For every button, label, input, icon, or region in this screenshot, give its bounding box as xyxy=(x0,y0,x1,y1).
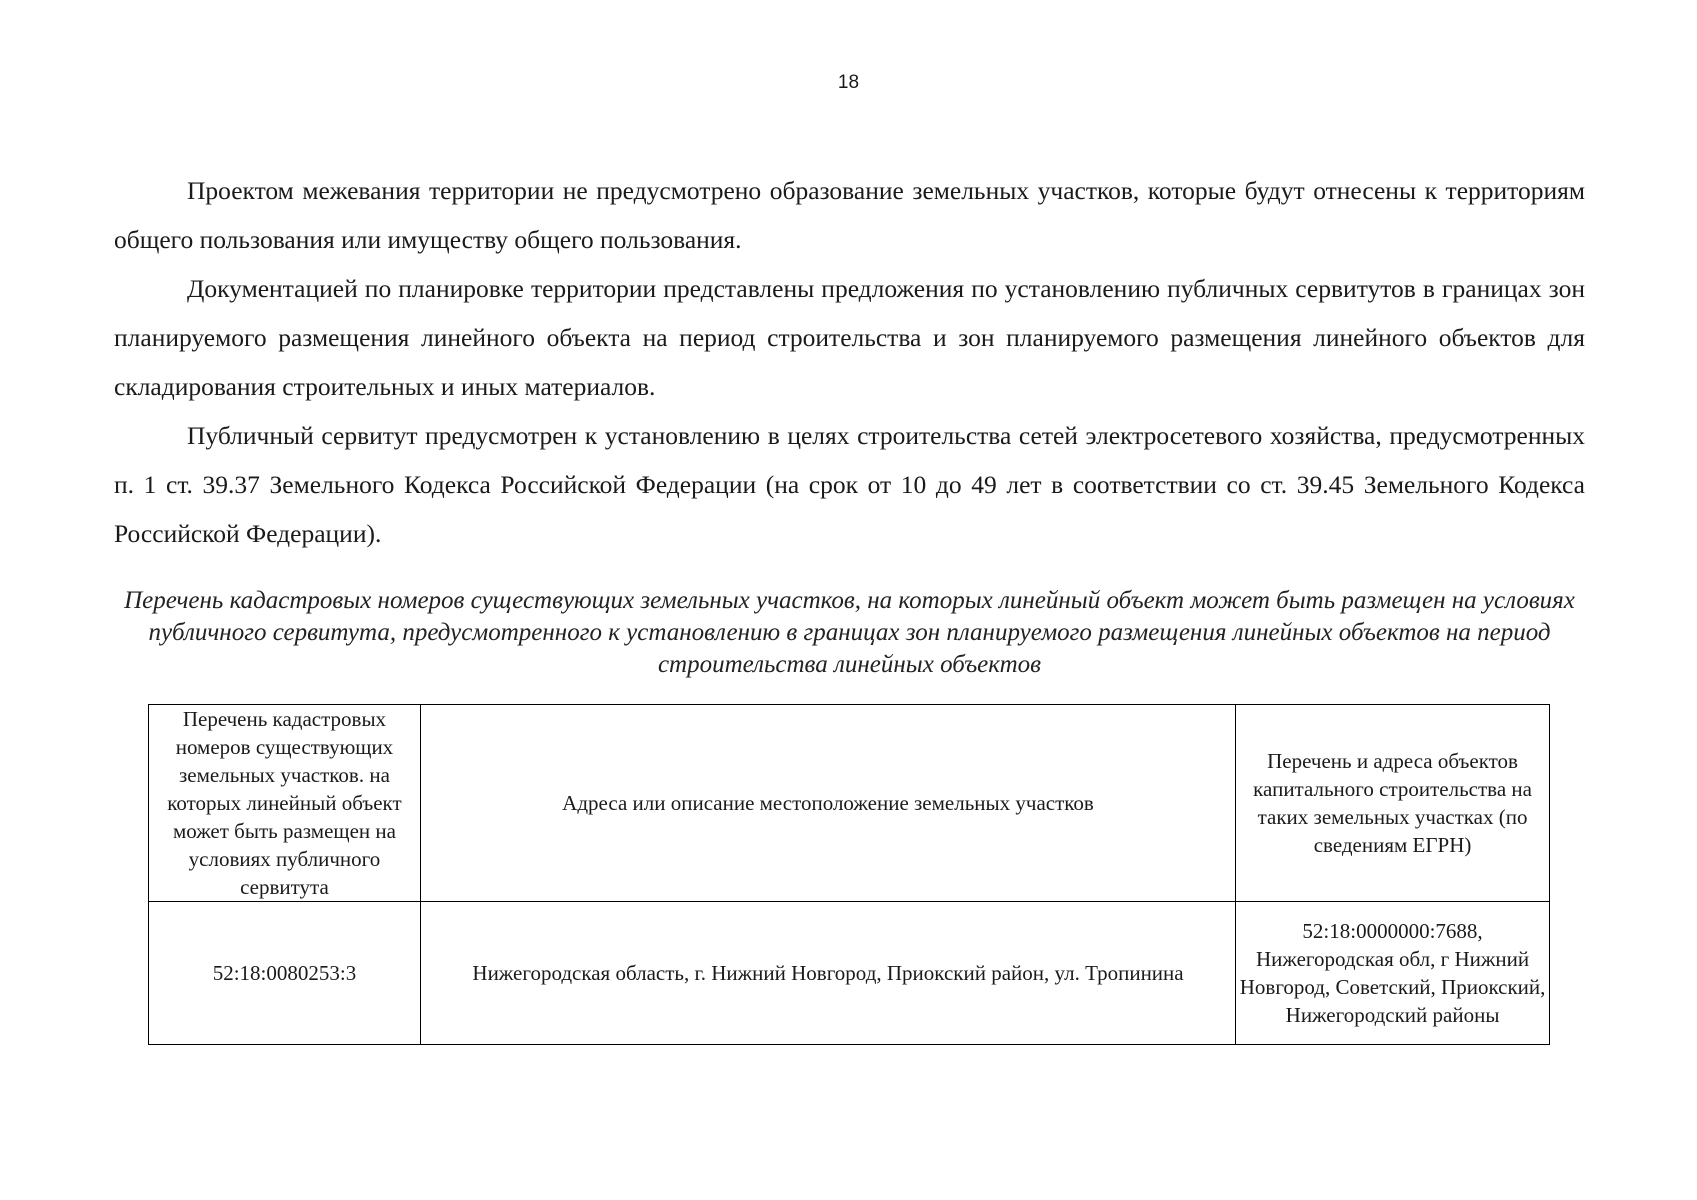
paragraph-3: Публичный сервитут предусмотрен к установлению в целях строительства сетей электросетевого хозяйства, предусмотренных п. 1 ст. 39.37 Земельного Кодекса Российской Федерации (на срок от 10 до 49 лет в соответствии со ст. 39.45 Земельного Кодекса Российской Федерации). xyxy=(114,421,1585,548)
body-text xyxy=(114,166,1585,558)
table-header-row xyxy=(149,705,1550,902)
paragraph-1: Проектом межевания территории не предусмотрено образование земельных участков, которые будут отнесены к территориям общего пользования или имуществу общего пользования. xyxy=(114,176,1585,254)
header-capital-objects: Перечень и адреса объектов капитального строительства на таких земельных участках (по сведениям ЕГРН) xyxy=(1236,705,1550,902)
cell-cadastral-number: 52:18:0080253:3 xyxy=(149,902,421,1045)
table-caption: Перечень кадастровых номеров существующих земельных участков, на которых линейный объект может быть размещен на условиях публичного сервитута, предусмотренного к установлению в границах зон планируемого размещения линейных объектов на период строительства линейных объектов xyxy=(124,587,1575,678)
page-number: 18 xyxy=(837,72,860,93)
header-cadastral-numbers: Перечень кадастровых номеров существующих земельных участков. на которых линейный объект может быть размещен на условиях публичного сервитута xyxy=(149,705,421,902)
servitude-table xyxy=(148,704,1550,1045)
header-addresses: Адреса или описание местоположение земельных участков xyxy=(420,705,1235,902)
table-row xyxy=(149,902,1550,1045)
paragraph-2: Документацией по планировке территории представлены предложения по установлению публичных сервитутов в границах зон планируемого размещения линейного объекта на период строительства и зон планируемого размещения линейного объектов для складирования строительных и иных материалов. xyxy=(114,274,1585,401)
cell-objects: 52:18:0000000:7688, Нижегородская обл, г Нижний Новгород, Советский, Приокский, Нижегородский районы xyxy=(1236,902,1550,1045)
cell-address: Нижегородская область, г. Нижний Новгород, Приокский район, ул. Тропинина xyxy=(420,902,1235,1045)
